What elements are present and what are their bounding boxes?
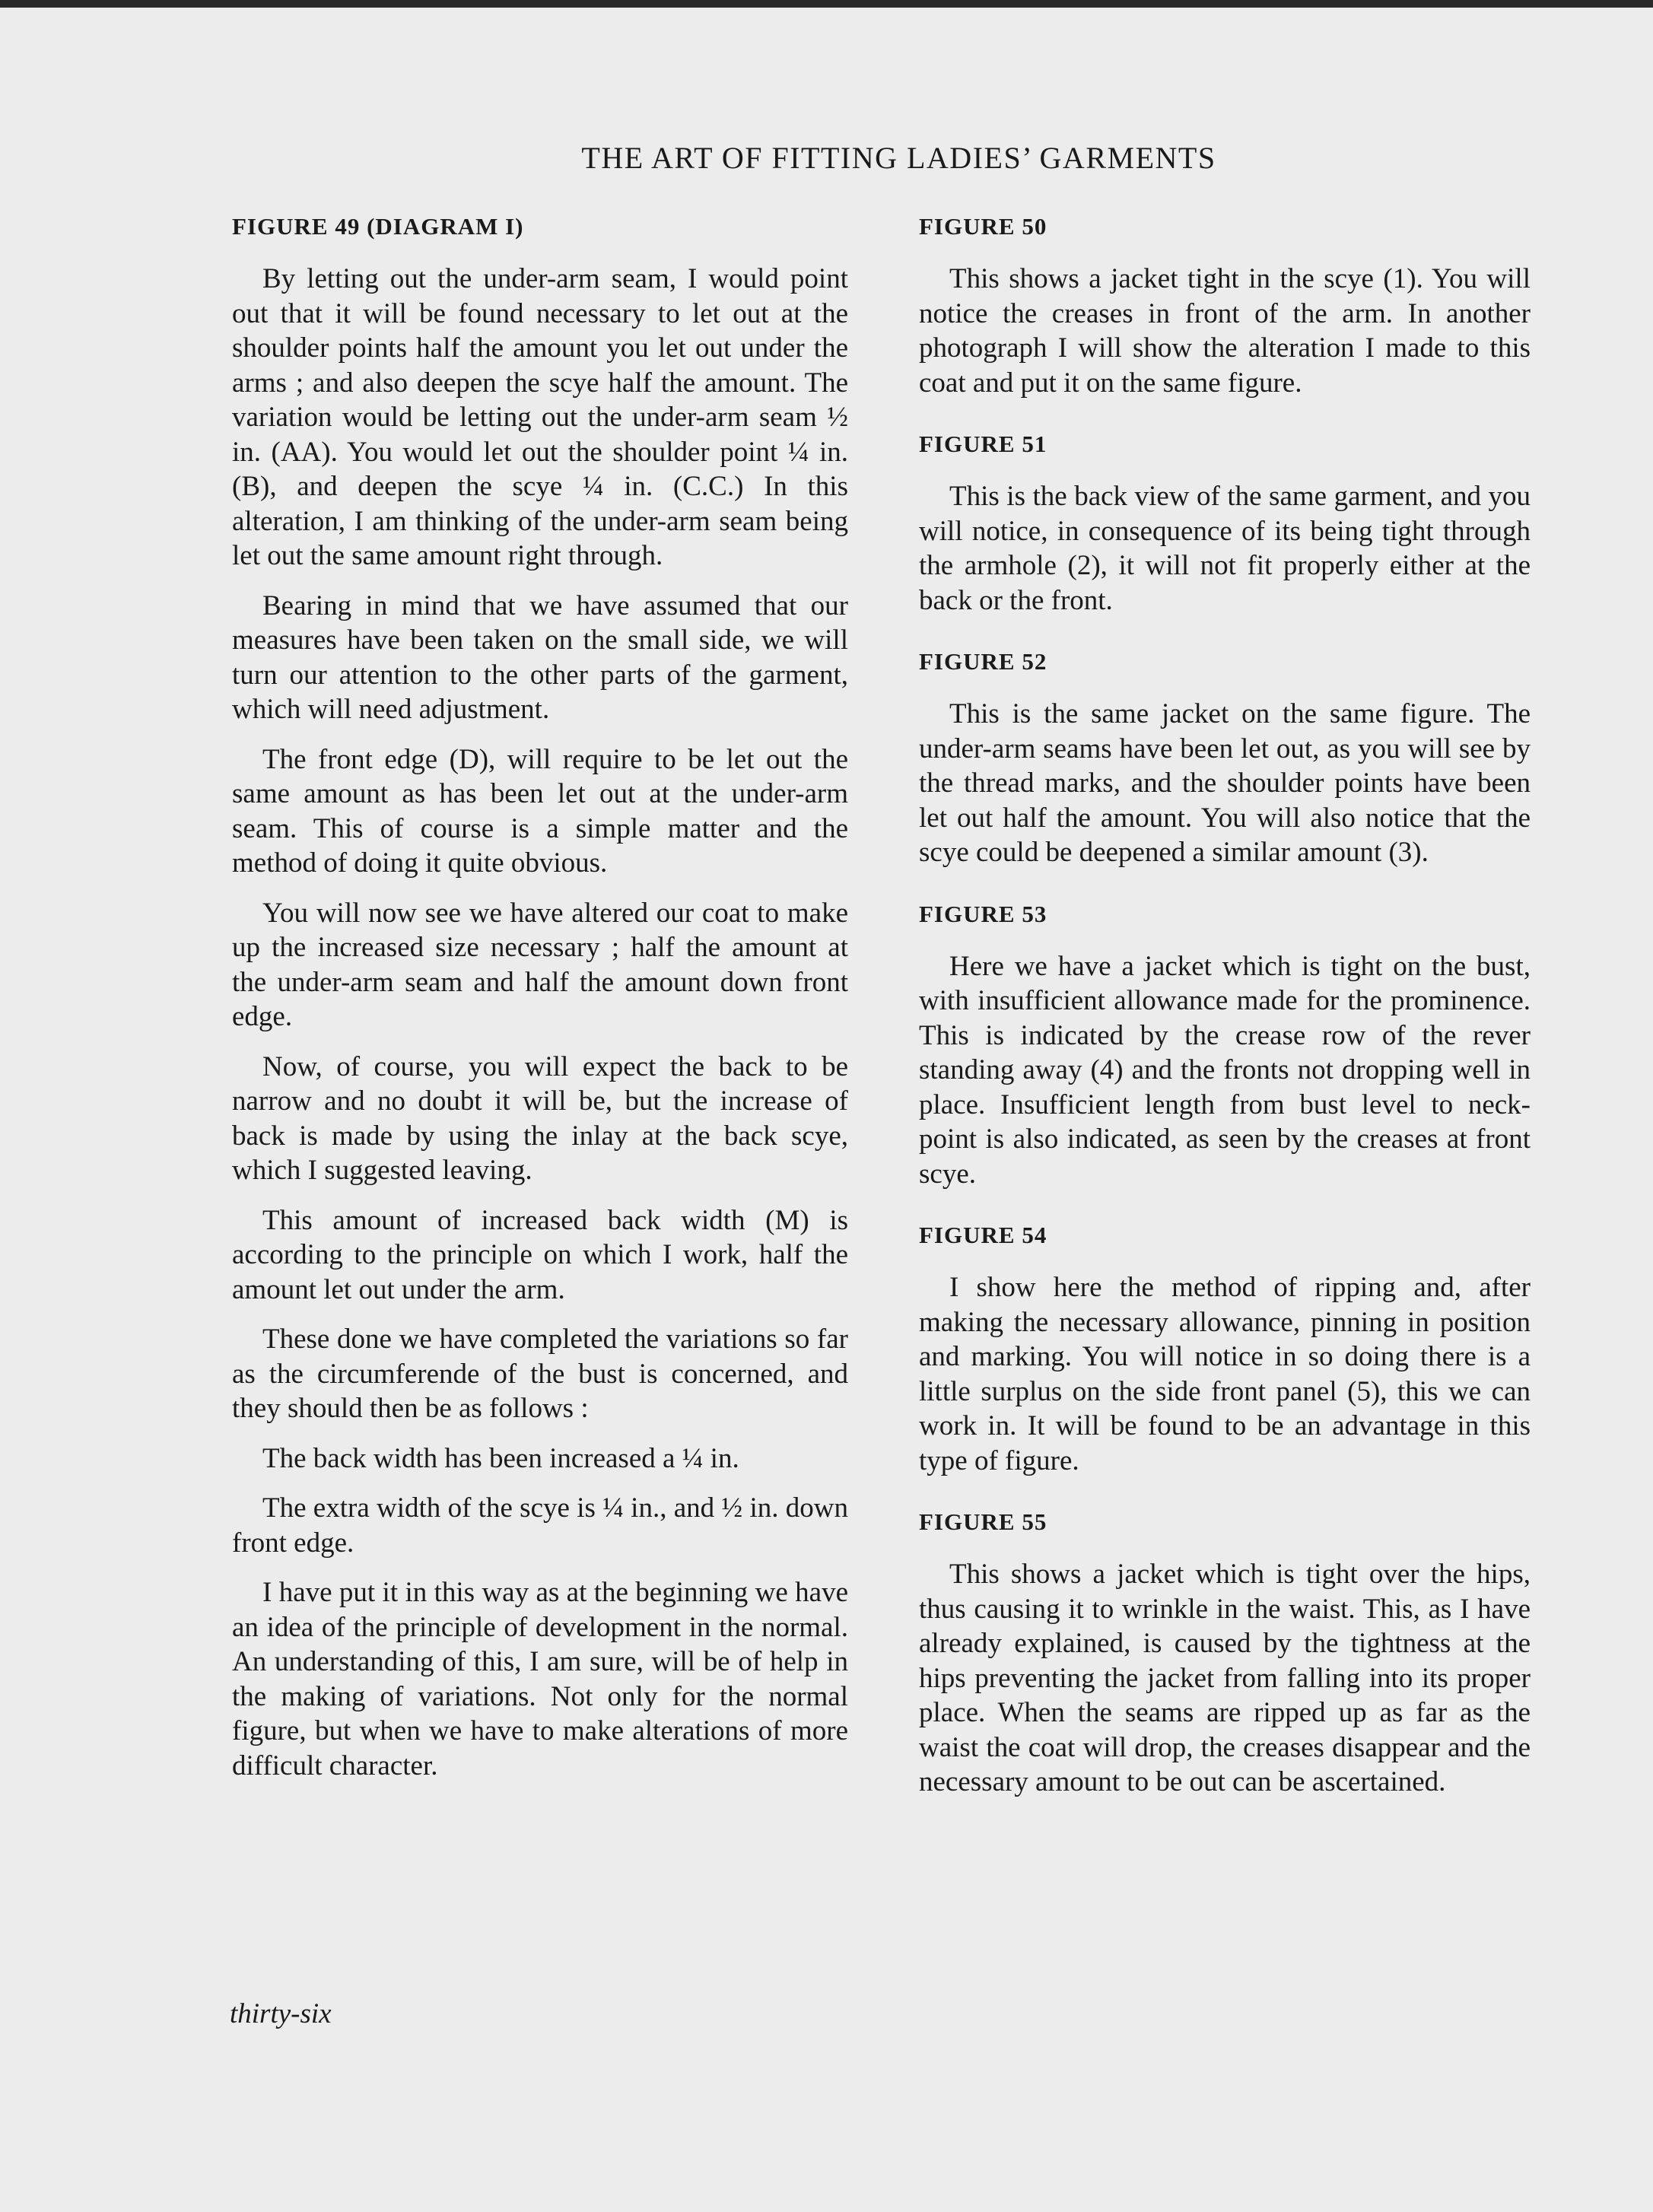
paragraph: I show here the method of ripping and, after making the necessary allowance, pinning in position and marking. You will notice in so doing there is a little surplus on the side front panel (5), this we can work in. It will be found to be an advantage in this type of figure. bbox=[919, 1272, 1531, 1476]
paragraph: The front edge (D), will require to be let out the same amount as has been let out at the under-arm seam. This of course is a simple matter and the method of doing it quite obvious. bbox=[232, 743, 848, 879]
left-column bbox=[232, 207, 848, 1783]
paragraph: I have put it in this way as at the beginning we have an idea of the principle of development in the normal. An understanding of this, I am sure, will be of help in the making of variations. Not only for the normal figure, but when we have to make alterations of more difficult character. bbox=[232, 1577, 848, 1781]
paragraph: Here we have a jacket which is tight on the bust, with insufficient allowance made for the prominence. This is indicated by the crease row of the rever standing away (4) and the fronts not dropping well in place. Insufficient length from bust level to neck-point is also indicated, as seen by the creases at front scye. bbox=[919, 950, 1531, 1190]
figure-54-section bbox=[919, 1216, 1531, 1478]
figure-52-section bbox=[919, 642, 1531, 870]
paragraph: By letting out the under-arm seam, I would point out that it will be found necessary to let out at the shoulder points half the amount you let out under the arms ; and also deepen the scye half the amount. The variation would be letting out the under-arm seam ½ in. (AA). You would let out the shoulder point ¼ in. (B), and deepen the scye ¼ in. (C.C.) In this alteration, I am thinking of the under-arm seam being let out the same amount right through. bbox=[232, 263, 848, 571]
paragraph: The back width has been increased a ¼ in. bbox=[262, 1442, 739, 1474]
paragraph: The extra width of the scye is ¼ in., and ½ in. down front edge. bbox=[232, 1492, 848, 1559]
right-column bbox=[919, 207, 1531, 1824]
paragraph: This amount of increased back width (M) is according to the principle on which I work, half the amount let out under the arm. bbox=[232, 1204, 848, 1305]
figure-52-heading: FIGURE 52 bbox=[919, 648, 1047, 675]
figure-54-heading: FIGURE 54 bbox=[919, 1222, 1047, 1248]
paragraph: This shows a jacket tight in the scye (1). You will notice the creases in front of the arm. In another photograph I will show the alteration I made to this coat and put it on the same figure. bbox=[919, 263, 1531, 399]
paragraph: You will now see we have altered our coat to make up the increased size necessary ; half the amount at the under-arm seam and half the amount down front edge. bbox=[232, 897, 848, 1032]
figure-49-heading: FIGURE 49 (DIAGRAM I) bbox=[232, 213, 524, 240]
paragraph: Bearing in mind that we have assumed that our measures have been taken on the small side, we will turn our attention to the other parts of the garment, which will need adjustment. bbox=[232, 590, 848, 725]
figure-51-section bbox=[919, 424, 1531, 618]
paragraph: Now, of course, you will expect the back to be narrow and no doubt it will be, but the increase of back is made by using the inlay at the back scye, which I suggested leaving. bbox=[232, 1050, 848, 1186]
figure-55-heading: FIGURE 55 bbox=[919, 1508, 1047, 1535]
figure-51-heading: FIGURE 51 bbox=[919, 431, 1047, 457]
paragraph: This is the back view of the same garment, and you will notice, in consequence of its being tight through the armhole (2), it will not fit properly either at the back or the front. bbox=[919, 481, 1531, 616]
figure-55-section bbox=[919, 1502, 1531, 1800]
figure-53-section bbox=[919, 895, 1531, 1192]
running-header: THE ART OF FITTING LADIES’ GARMENTS bbox=[581, 141, 1216, 175]
page-top-edge bbox=[0, 0, 1653, 8]
figure-53-heading: FIGURE 53 bbox=[919, 900, 1047, 927]
paragraph: This is the same jacket on the same figure. The under-arm seams have been let out, as you will see by the thread marks, and the shoulder points have been let out half the amount. You will also notice that the scye could be deepened a similar amount (3). bbox=[919, 698, 1531, 868]
paragraph: These done we have completed the variations so far as the circumferende of the bust is concerned, and they should then be as follows : bbox=[232, 1324, 848, 1424]
page-number: thirty-six bbox=[230, 1998, 332, 2029]
figure-50-section bbox=[919, 207, 1531, 400]
paragraph: This shows a jacket which is tight over the hips, thus causing it to wrinkle in the waist. This, as I have already explained, is caused by the tightness at the hips preventing the jacket from falling into its proper place. When the seams are ripped up as far as the waist the coat will drop, the creases disappear and the necessary amount to be out can be ascertained. bbox=[919, 1559, 1531, 1797]
figure-50-heading: FIGURE 50 bbox=[919, 213, 1047, 240]
